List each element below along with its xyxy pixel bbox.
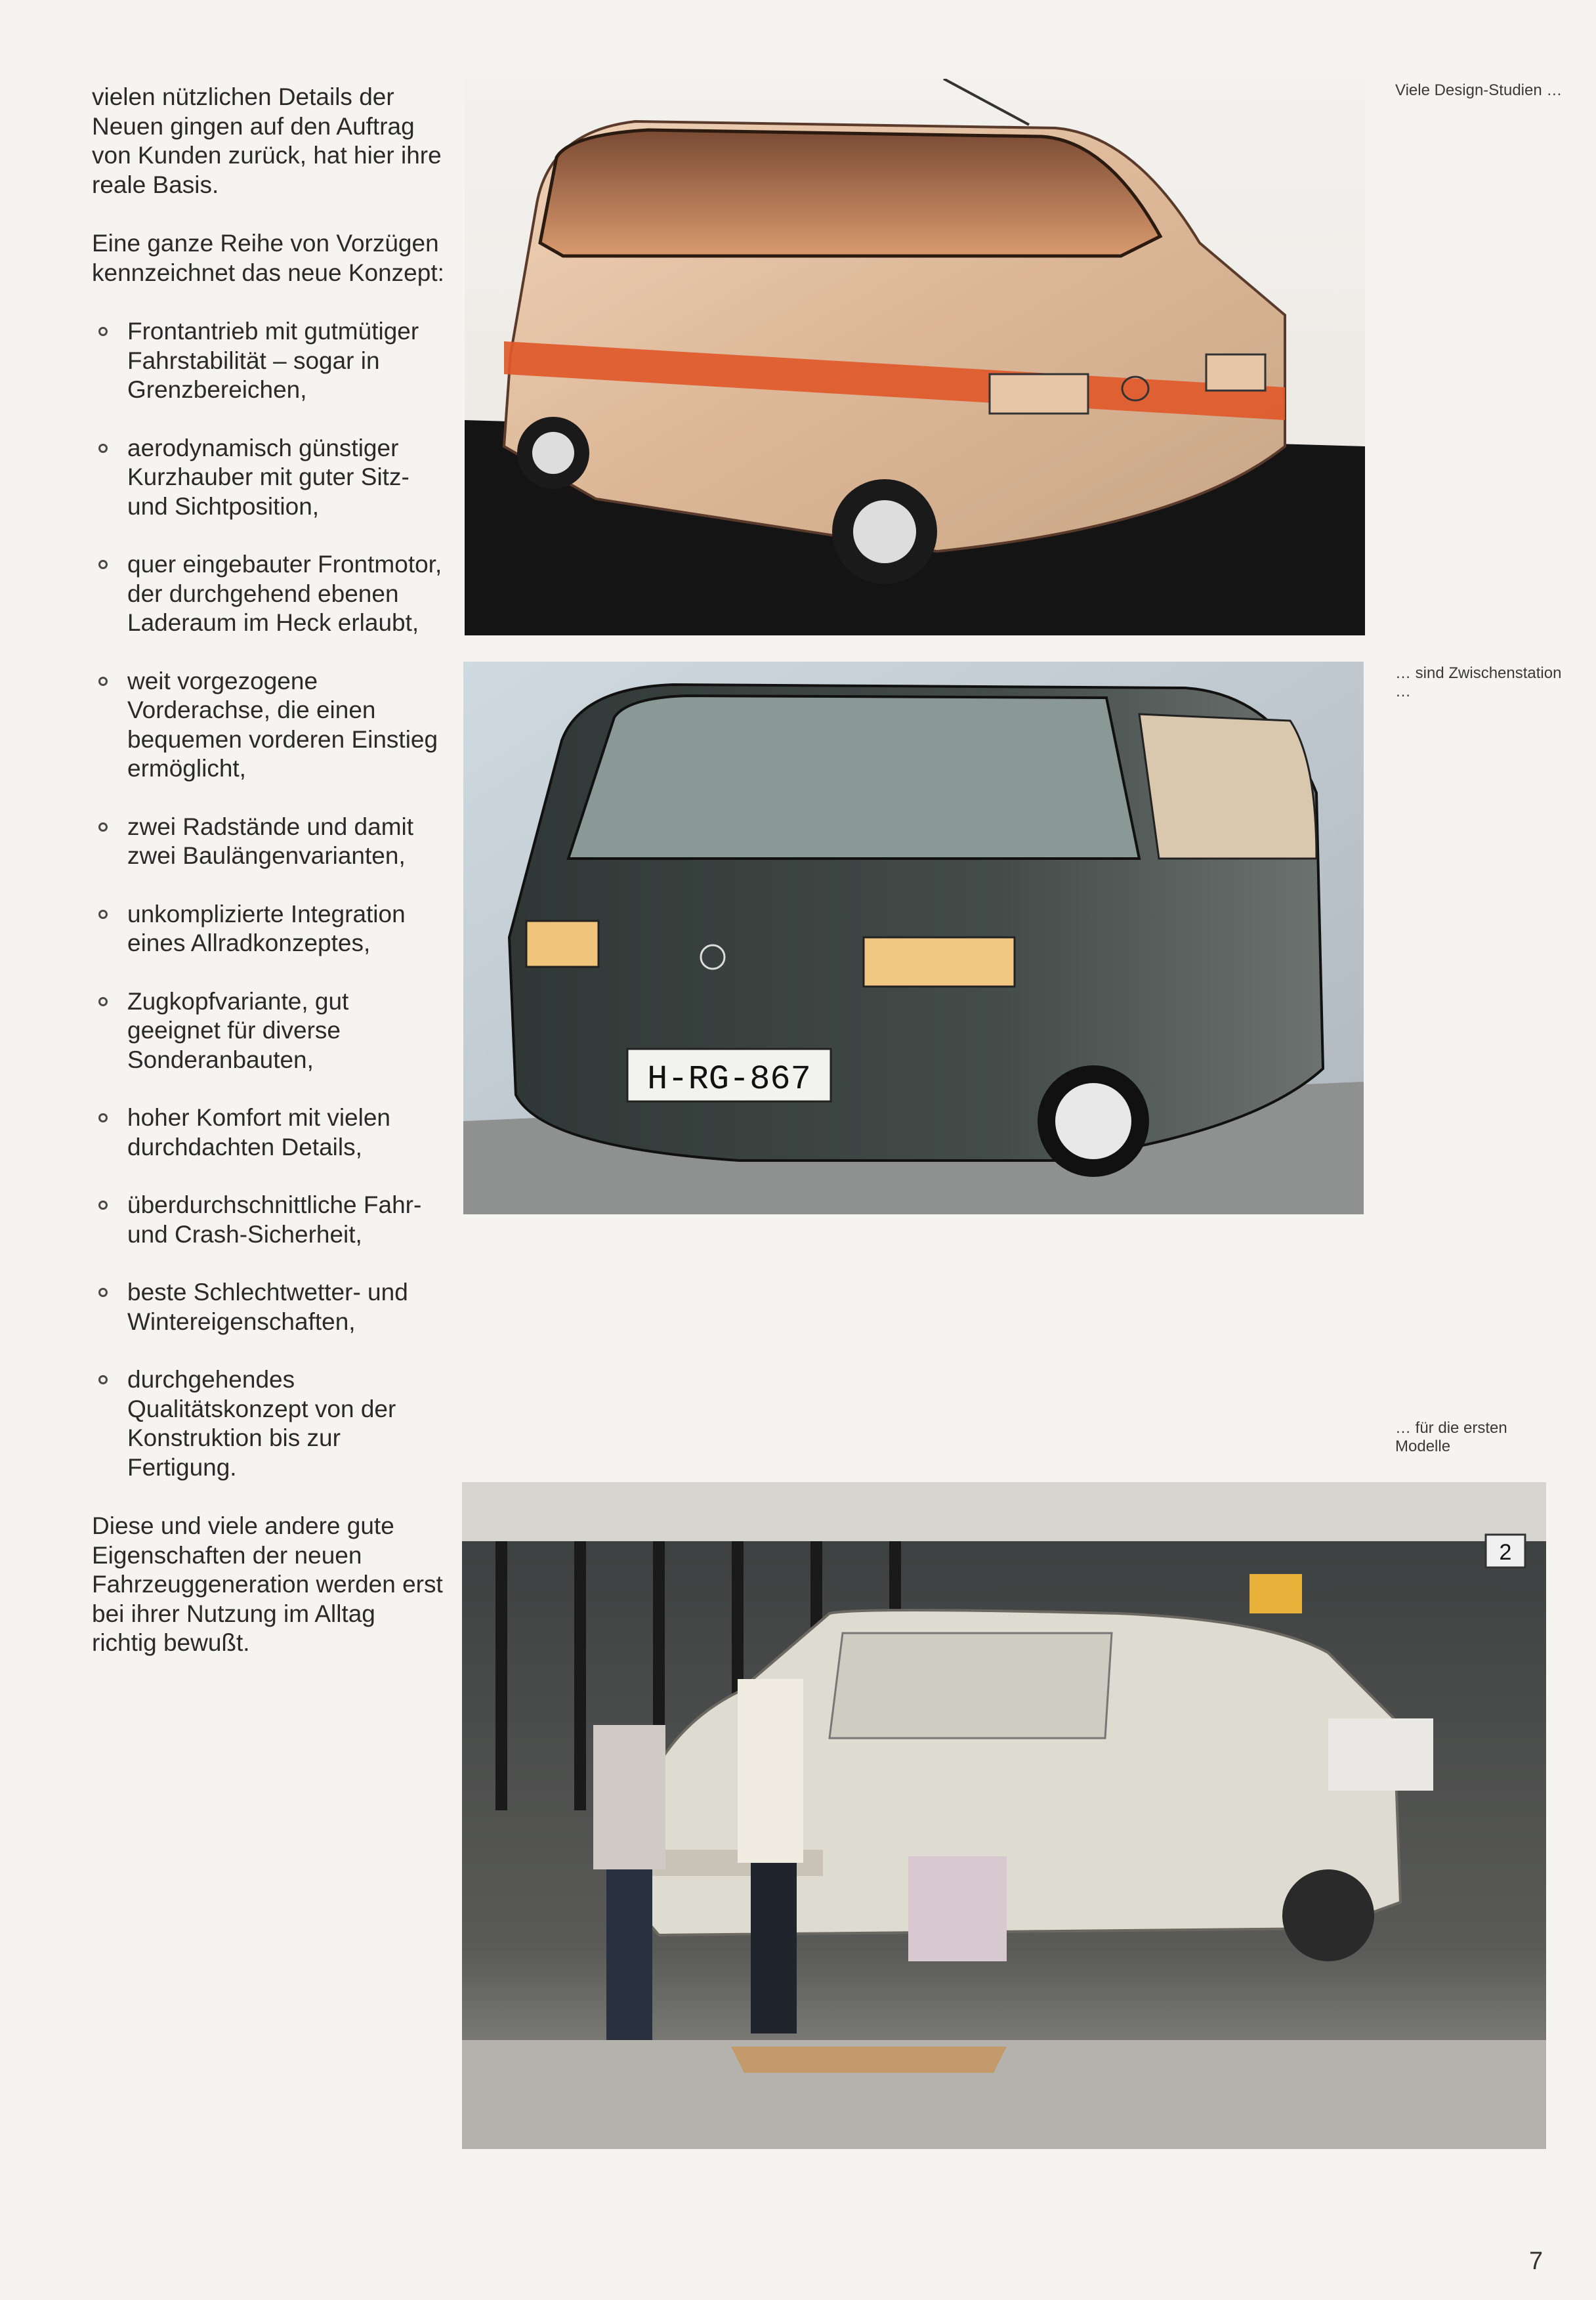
list-item-text: durchgehendes Qualitätskonzept von der Konstruktion bis zur Fertigung. — [127, 1366, 396, 1481]
circle-bullet-icon — [98, 910, 108, 919]
list-item — [92, 813, 446, 871]
clay-model-workshop-photo — [462, 1482, 1546, 2149]
list-item-text: Zugkopfvariante, gut geeignet für diverse Sonderanbauten, — [127, 987, 349, 1073]
feature-list — [92, 317, 446, 1482]
circle-bullet-icon — [98, 1288, 108, 1297]
list-item — [92, 667, 446, 784]
list-item-text: überdurchschnittliche Fahr- und Crash-Sicherheit, — [127, 1191, 422, 1248]
list-item — [92, 900, 446, 958]
circle-bullet-icon — [98, 560, 108, 569]
list-item-text: zwei Radstände und damit zwei Baulängenvarianten, — [127, 813, 414, 869]
closing-paragraph: Diese und viele andere gute Eigenschaften der neuen Fahrzeuggeneration werden erst bei ihrer Nutzung im Alltag richtig bewußt. — [92, 1512, 443, 1656]
list-item-text: Frontantrieb mit gutmütiger Fahrstabilität – sogar in Grenzbereichen, — [127, 318, 419, 403]
list-item — [92, 1103, 446, 1162]
list-item-text: unkomplizierte Integration eines Allradkonzeptes, — [127, 900, 406, 956]
caption-first-models: … für die ersten Modelle — [1395, 1419, 1507, 1455]
list-item — [92, 317, 446, 405]
body-text-column — [92, 83, 446, 1688]
caption-intermediate-stage: … sind Zwischenstation … — [1395, 664, 1562, 700]
circle-bullet-icon — [98, 677, 108, 686]
intro-paragraph: vielen nützlichen Details der Neuen gingen auf den Auftrag von Kunden zurück, hat hier ihre reale Basis. — [92, 83, 442, 198]
circle-bullet-icon — [98, 1375, 108, 1384]
list-item — [92, 1365, 446, 1482]
circle-bullet-icon — [98, 444, 108, 453]
design-sketch-photo — [465, 79, 1365, 635]
caption-design-studies: Viele Design-Studien … — [1395, 81, 1563, 99]
list-item — [92, 1191, 446, 1249]
circle-bullet-icon — [98, 1113, 108, 1122]
page-number: 7 — [1529, 2247, 1544, 2275]
workshop-sign-number: 2 — [1499, 1540, 1512, 1565]
license-plate-text: H-RG-867 — [647, 1060, 811, 1099]
circle-bullet-icon — [98, 327, 108, 336]
circle-bullet-icon — [98, 1201, 108, 1210]
list-item-text: quer eingebauter Frontmotor, der durchgehend ebenen Laderaum im Heck erlaubt, — [127, 551, 442, 636]
list-item-text: hoher Komfort mit vielen durchdachten Details, — [127, 1104, 391, 1161]
list-item — [92, 987, 446, 1075]
list-item — [92, 550, 446, 638]
circle-bullet-icon — [98, 997, 108, 1006]
list-item-text: beste Schlechtwetter- und Wintereigenschaften, — [127, 1279, 408, 1335]
list-item — [92, 434, 446, 522]
list-item-text: weit vorgezogene Vorderachse, die einen bequemen vorderen Einstieg ermöglicht, — [127, 667, 438, 782]
model-render-photo — [463, 662, 1364, 1214]
circle-bullet-icon — [98, 822, 108, 832]
list-item — [92, 1278, 446, 1336]
list-item-text: aerodynamisch günstiger Kurzhauber mit guter Sitz- und Sichtposition, — [127, 434, 410, 520]
lead-paragraph: Eine ganze Reihe von Vorzügen kennzeichnet das neue Konzept: — [92, 230, 444, 286]
